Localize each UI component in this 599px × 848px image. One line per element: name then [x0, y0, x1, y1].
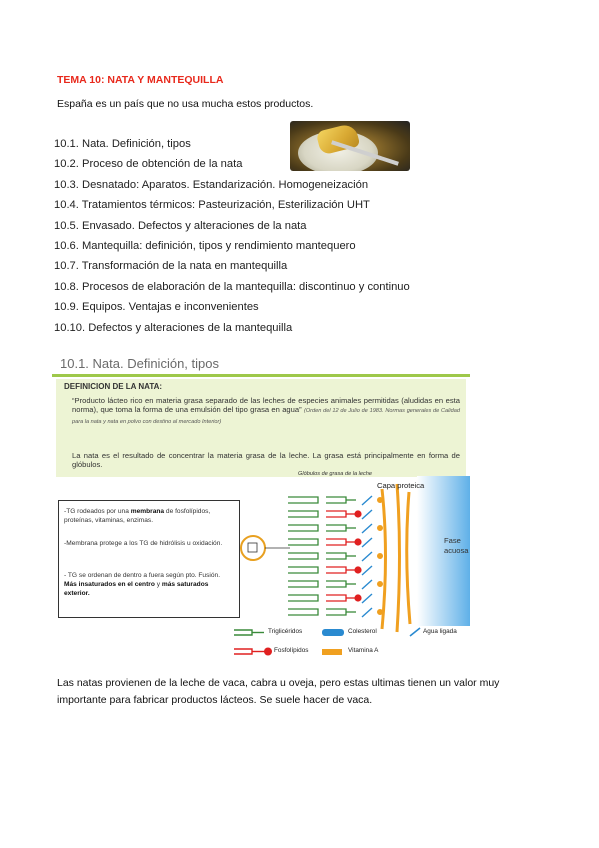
lipid-mark	[326, 567, 346, 573]
lipid-mark	[326, 497, 346, 503]
protein-dot	[377, 497, 383, 503]
protein-dot	[377, 525, 383, 531]
phospholipid-head	[354, 594, 361, 601]
protein-dot	[377, 553, 383, 559]
triglyceride-mark	[288, 525, 318, 531]
legend-triglycerides: Triglicéridos	[268, 628, 303, 635]
closing-paragraph: Las natas provienen de la leche de vaca, cabra u oveja, pero estas ultimas tienen un valor muy importante para fabricar productos lácteos. Se suele hacer de vaca.	[57, 677, 500, 706]
legend-water-mark	[410, 628, 420, 636]
document-title: TEMA 10: NATA Y MANTEQUILLA	[57, 74, 224, 86]
legend-bound-water: Agua ligada	[423, 628, 457, 635]
lipid-mark	[326, 511, 346, 517]
slide-title: 10.1. Nata. Definición, tipos	[60, 356, 219, 371]
phospholipid-head	[354, 510, 361, 517]
lipid-mark	[326, 595, 346, 601]
definition-paragraph: La nata es el resultado de concentrar la materia grasa de la leche. La grasa está principalmente en forma de glóbulos.	[72, 451, 460, 470]
protein-dot	[377, 609, 383, 615]
legend-cholesterol: Colesterol	[348, 628, 377, 635]
note-ordering: - TG se ordenan de dentro a fuera según pto. Fusión. Más insaturados en el centro y más saturados exterior.	[64, 572, 221, 597]
triglyceride-mark	[288, 581, 318, 587]
phospholipid-head	[354, 566, 361, 573]
intro-paragraph: España es un país que no usa mucha estos productos.	[57, 98, 314, 110]
toc-item: 10.8. Procesos de elaboración de la mantequilla: discontinuo y continuo	[54, 280, 410, 293]
triglyceride-mark	[288, 539, 318, 545]
triglyceride-mark	[288, 609, 318, 615]
note-membrane: -TG rodeados por una membrana de fosfolípidos, proteínas, vitaminas, enzimas.	[64, 508, 211, 524]
triglyceride-mark	[288, 511, 318, 517]
butter-photo	[290, 121, 410, 171]
toc-slide	[52, 120, 470, 348]
legend-vita-mark	[322, 649, 342, 655]
lipid-mark	[326, 525, 346, 531]
legend-phospholipids: Fosfolípidos	[274, 647, 309, 654]
lipid-mark	[326, 581, 346, 587]
lipid-mark	[326, 609, 346, 615]
bound-water-mark	[362, 552, 372, 561]
bound-water-mark	[362, 566, 372, 575]
lipid-mark	[326, 539, 346, 545]
toc-item: 10.5. Envasado. Defectos y alteraciones de la nata	[54, 219, 307, 232]
fat-globules-label: Glóbulos de grasa de la leche	[298, 471, 373, 477]
triglyceride-mark	[288, 497, 318, 503]
legend-chol-mark	[322, 629, 344, 636]
bound-water-mark	[362, 496, 372, 505]
toc-item: 10.1. Nata. Definición, tipos	[54, 138, 191, 150]
triglyceride-mark	[288, 595, 318, 601]
definition-slide	[52, 354, 470, 665]
quote-text: “Producto lácteo rico en materia grasa separado de las leches de especies animales permitidas (aludidas en esta norma), que toma la forma de una emulsión del tipo grasa en agua”	[72, 396, 460, 415]
fat-globule-diagram	[52, 354, 470, 665]
bound-water-mark	[362, 538, 372, 547]
legend-vitamin-a: Vitamina A	[348, 647, 379, 654]
lipid-mark	[326, 553, 346, 559]
bound-water-mark	[362, 580, 372, 589]
toc-item: 10.2. Proceso de obtención de la nata	[54, 158, 243, 171]
bound-water-mark	[362, 510, 372, 519]
aqueous-phase-label: Fase acuosa	[444, 536, 469, 555]
definition-heading: DEFINICION DE LA NATA:	[64, 382, 163, 391]
note-protection: -Membrana protege a los TG de hidrólisis u oxidación.	[64, 540, 223, 547]
toc-item: 10.7. Transformación de la nata en mantequilla	[54, 260, 288, 273]
toc-item: 10.4. Tratamientos térmicos: Pasteurización, Esterilización UHT	[54, 199, 370, 212]
phospholipid-head	[354, 538, 361, 545]
diagram-legend	[234, 628, 420, 656]
triglyceride-mark	[288, 567, 318, 573]
toc-item: 10.6. Mantequilla: definición, tipos y rendimiento mantequero	[54, 239, 356, 252]
toc-item: 10.9. Equipos. Ventajas e inconvenientes	[54, 301, 259, 314]
bound-water-mark	[362, 594, 372, 603]
protein-dot	[377, 581, 383, 587]
protein-layer-label: Capa proteica	[377, 481, 425, 490]
triglyceride-mark	[288, 553, 318, 559]
toc-item: 10.10. Defectos y alteraciones de la mantequilla	[54, 321, 293, 334]
bound-water-mark	[362, 608, 372, 617]
lipid-rows	[288, 496, 383, 617]
bound-water-mark	[362, 524, 372, 533]
quote-source: (Orden del 12 de Julio de 1983. Normas generales de Calidad para la nata y nata en polvo con destino al mercado Interior)	[72, 408, 460, 426]
legend-trig-mark	[234, 630, 252, 635]
zoom-marker	[248, 543, 257, 552]
protein-layer	[382, 484, 410, 632]
toc-item: 10.3. Desnatado: Aparatos. Estandarización. Homogeneización	[54, 178, 369, 191]
legend-phos-mark	[234, 649, 252, 654]
